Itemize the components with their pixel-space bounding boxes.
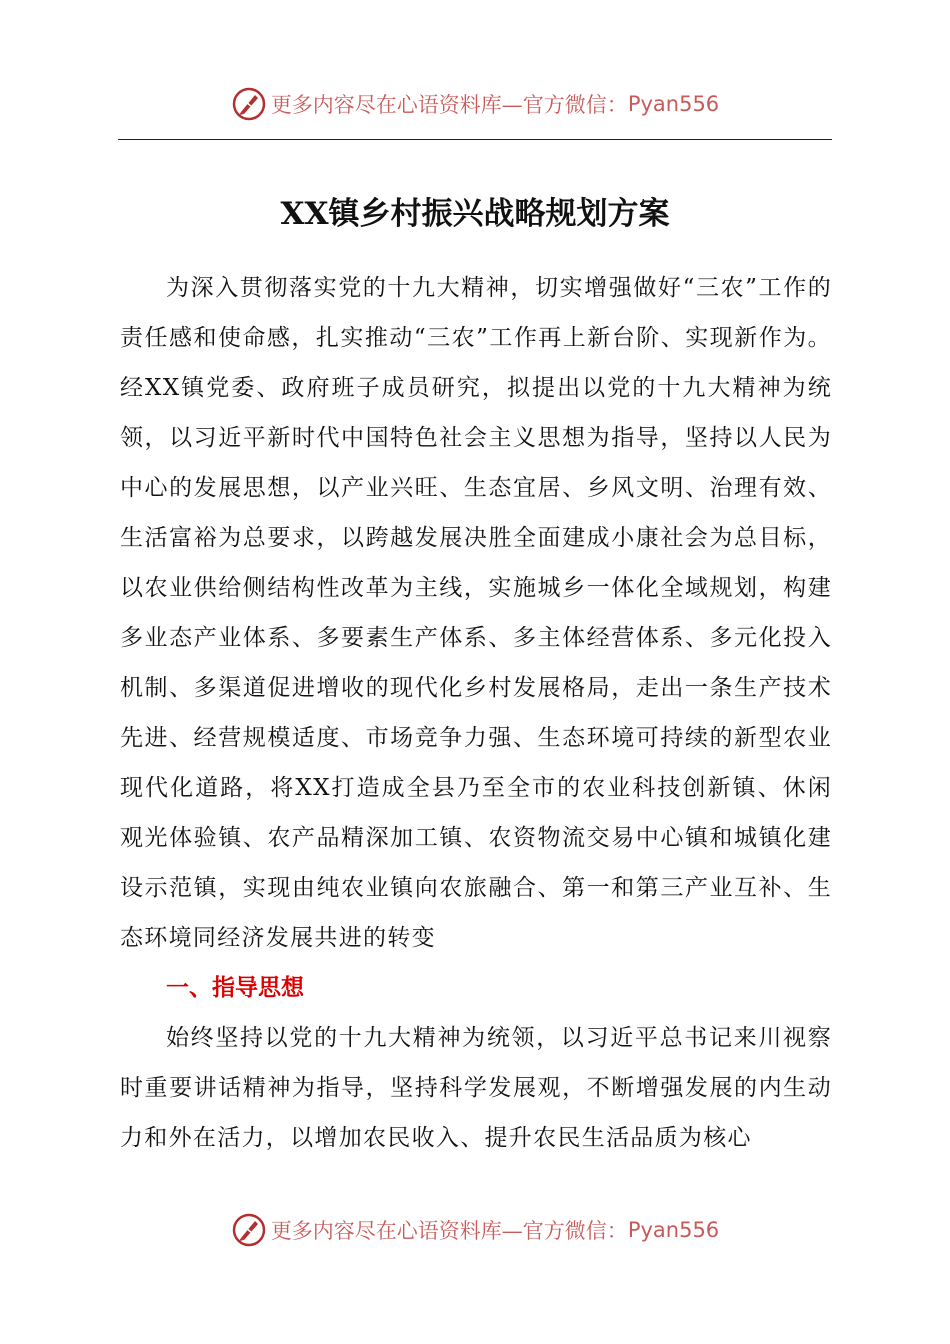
section-heading: 一、指导思想 [166, 975, 304, 1001]
page-footer [0, 1210, 950, 1250]
guiding-paragraph: 始终坚持以党的十九大精神为统领，以习近平总书记来川视察时重要讲话精神为指导，坚持科学发展观，不断增强发展的内生动力和外在活力，以增加农民收入、提升农民生活品质为核心 [120, 1025, 832, 1151]
pen-logo-icon [231, 1212, 267, 1248]
header-divider [118, 139, 832, 140]
pen-logo-icon [231, 86, 267, 122]
footer-promo-text: 更多内容尽在心语资料库—官方微信： [270, 1219, 628, 1243]
header-promo-text: 更多内容尽在心语资料库—官方微信： [270, 93, 628, 117]
intro-paragraph: 为深入贯彻落实党的十九大精神，切实增强做好“三农”工作的责任感和使命感，扎实推动“三农”工作再上新台阶、实现新作为。经XX镇党委、政府班子成员研究，拟提出以党的十九大精神为统领，以习近平新时代中国特色社会主义思想为指导，坚持以人民为中心的发展思想，以产业兴旺、生态宜居、乡风文明、治理有效、生活富裕为总要求，以跨越发展决胜全面建成小康社会为总目标，以农业供给侧结构性改革为主线，实施城乡一体化全域规划，构建多业态产业体系、多要素生产体系、多主体经营体系、多元化投入机制、多渠道促进增收的现代化乡村发展格局，走出一条生产技术先进、经营规模适度、市场竞争力强、生态环境可持续的新型农业现代化道路，将XX打造成全县乃至全市的农业科技创新镇、休闲观光体验镇、农产品精深加工镇、农资物流交易中心镇和城镇化建设示范镇，实现由纯农业镇向农旅融合、第一和第三产业互补、生态环境同经济发展共进的转变 [120, 275, 832, 951]
footer-promo-id: Pyan556 [627, 1218, 720, 1242]
header-promo-id: Pyan556 [627, 92, 720, 116]
document-body [120, 263, 832, 1163]
page-title: XX镇乡村振兴战略规划方案 [280, 196, 670, 232]
page-header [0, 84, 950, 124]
